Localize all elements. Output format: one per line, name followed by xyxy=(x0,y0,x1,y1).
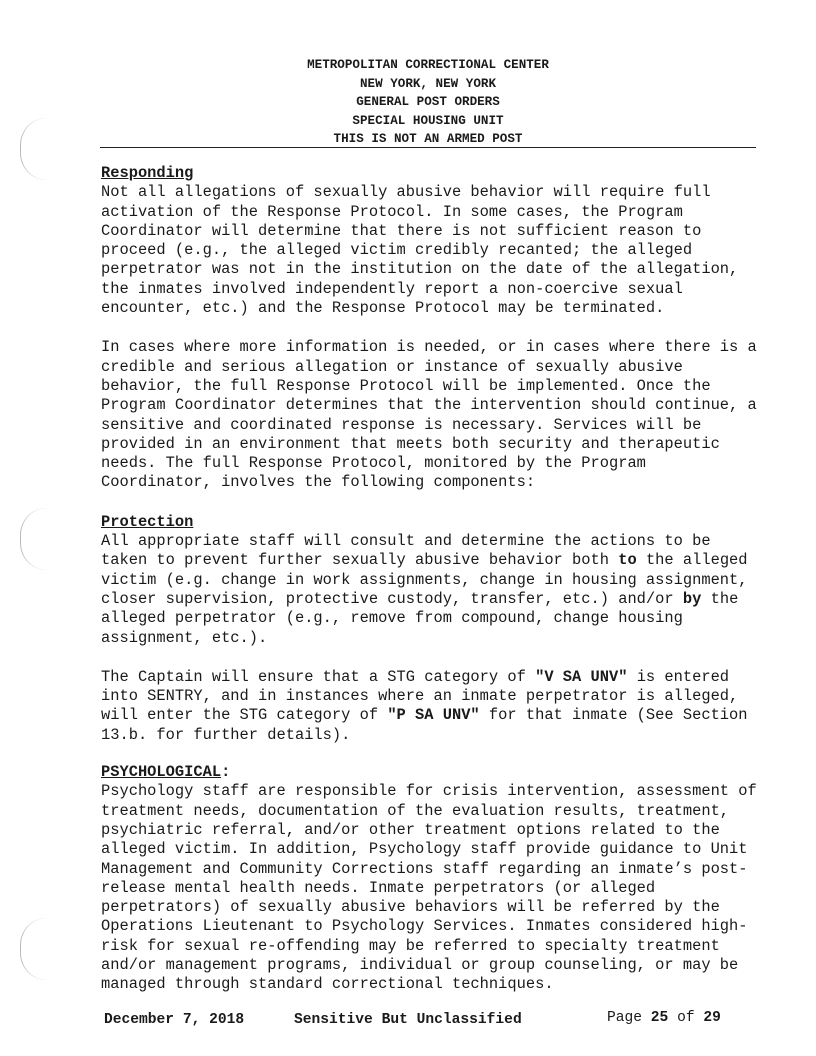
section-heading-responding: Responding xyxy=(101,164,194,182)
header-divider xyxy=(100,147,756,148)
footer-date: December 7, 2018 xyxy=(104,1012,245,1028)
header-line: GENERAL POST ORDERS xyxy=(356,95,500,109)
document-footer xyxy=(104,1012,754,1034)
protection-paragraph-1: All appropriate staff will consult and determine the actions to be taken to prevent further sexually abusive behavior both to the alleged victim (e.g. change in work assignments, change in housing assignment, closer supervision, protective custody, transfer, etc.) and/or by the alleged perpetrator (e.g., remove from compound, change housing assignment, etc.). xyxy=(101,532,748,647)
section-heading-psychological: PSYCHOLOGICAL: xyxy=(101,763,231,782)
header-line: THIS IS NOT AN ARMED POST xyxy=(333,132,523,146)
emphasis-to: to xyxy=(618,551,637,570)
psychological-paragraph: Psychology staff are responsible for crisis intervention, assessment of treatment needs, documentation of the evaluation results, treatment, psychiatric referral, and/or other treatment options related to the alleged victim. In addition, Psychology staff provide guidance to Unit Management and Community Corrections staff regarding an inmate’s post-release mental health needs. Inmate perpetrators (or alleged perpetrators) of sexually abusive behaviors will be referred by the Operations Lieutenant to Psychology Services. Inmates considered high-risk for sexual re-offending may be referred to specialty treatment and/or management programs, individual or group counseling, or may be managed through standard correctional techniques. xyxy=(101,782,757,994)
header-line: SPECIAL HOUSING UNIT xyxy=(352,113,504,128)
document-header xyxy=(100,56,756,149)
footer-page-number: Page 25 of 29 xyxy=(607,1010,721,1026)
document-body xyxy=(101,164,761,995)
punch-hole-mark xyxy=(20,918,47,980)
protection-paragraph-2: The Captain will ensure that a STG category of "V SA UNV" is entered into SENTRY, and in instances where an inmate perpetrator is alleged, will enter the STG category of "P SA UNV" for that inmate (See Section 13.b. for further details). xyxy=(101,667,748,744)
stg-code-victim: "V SA UNV" xyxy=(535,667,628,686)
punch-hole-mark xyxy=(20,508,47,570)
responding-paragraph-1: Not all allegations of sexually abusive behavior will require full activation of the Response Protocol. In some cases, the Program Coordinator will determine that there is not sufficient reason to proceed (e.g., the alleged victim credibly recanted; the alleged perpetrator was not in the institution on the date of the allegation, the inmates involved independently report a non-coercive sexual encounter, etc.) and the Response Protocol may be terminated. xyxy=(101,183,739,318)
footer-classification: Sensitive But Unclassified xyxy=(294,1012,522,1028)
stg-code-perpetrator: "P SA UNV" xyxy=(387,706,480,725)
responding-paragraph-2: In cases where more information is needed, or in cases where there is a credible and serious allegation or instance of sexually abusive behavior, the full Response Protocol will be implemented. Once the Program Coordinator determines that the intervention should continue, a sensitive and coordinated response is necessary. Services will be provided in an environment that meets both security and therapeutic needs. The full Response Protocol, monitored by the Program Coordinator, involves the following components: xyxy=(101,338,757,492)
section-heading-protection: Protection xyxy=(101,512,194,531)
emphasis-by: by xyxy=(682,589,702,608)
header-line: NEW YORK, NEW YORK xyxy=(359,76,497,91)
header-line: METROPOLITAN CORRECTIONAL CENTER xyxy=(307,58,549,72)
punch-hole-mark xyxy=(20,118,47,180)
